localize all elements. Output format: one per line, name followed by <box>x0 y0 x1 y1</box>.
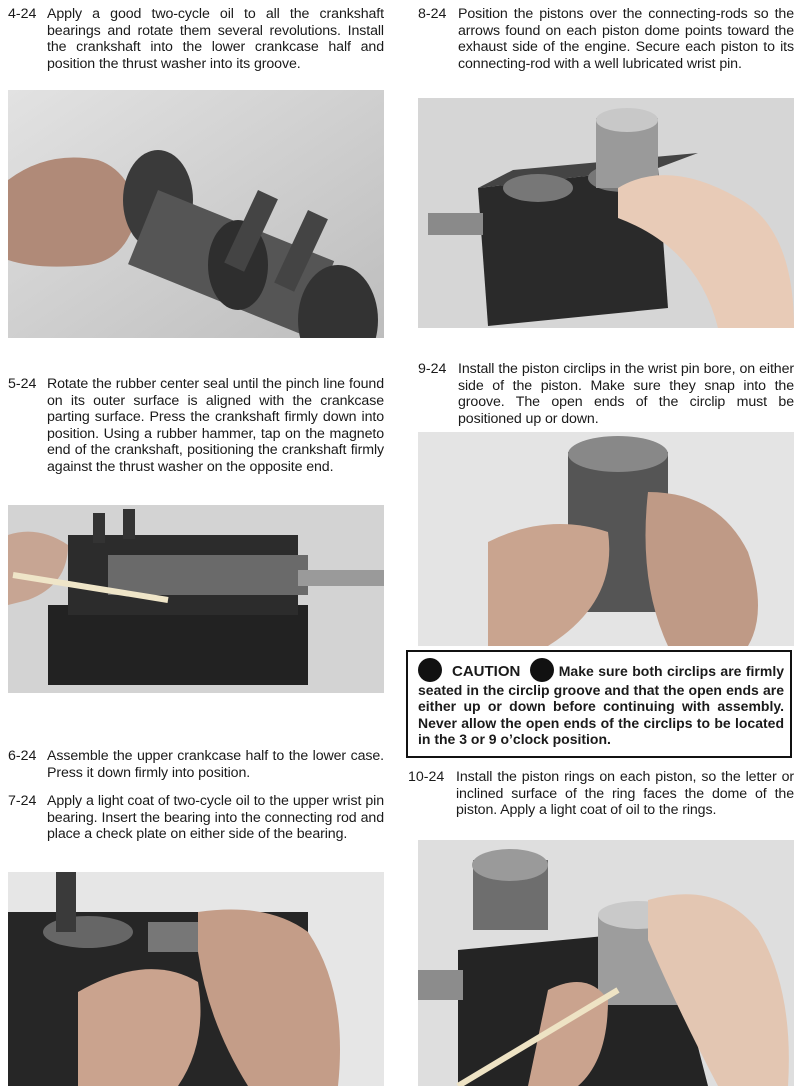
step-5-24 <box>8 376 384 475</box>
step-number: 10-24 <box>408 769 445 785</box>
step-number: 4-24 <box>8 6 37 22</box>
step-text: Apply a light coat of two-cycle oil to the upper wrist pin bearing. Insert the bearing into the connecting rod and place a check plate on either side of the bearing. <box>47 793 384 842</box>
step-number: 6-24 <box>8 748 37 764</box>
step-8-24 <box>418 6 794 72</box>
photo-crankshaft-install <box>8 90 384 338</box>
step-number: 9-24 <box>418 361 447 377</box>
caution-box <box>406 650 792 758</box>
step-number: 5-24 <box>8 376 37 392</box>
caution-label: CAUTION <box>452 663 521 680</box>
caution-text: Make sure both circlips are firmly seated in the circlip groove and that the open ends are either up or down before continuing with assembly. Never allow the open ends of the circlips to be located in the 3 or 9 o’clock position. <box>418 663 785 747</box>
step-text: Apply a good two-cycle oil to all the crankshaft bearings and rotate them several revolutions. Install the crankshaft into the lower crankcase half and position the thrust washer into its groove. <box>47 6 384 72</box>
photo-crankshaft-seated <box>8 505 384 693</box>
step-text: Install the piston circlips in the wrist pin bore, on either side of the piston. Make sure they snap into the groove. The open ends of the circlip must be positioned up or down. <box>458 361 794 427</box>
step-text: Assemble the upper crankcase half to the lower case. Press it down firmly into position. <box>47 748 384 781</box>
caution-bullet-icon <box>530 658 554 682</box>
caution-bullet-icon <box>418 658 442 682</box>
step-4-24 <box>8 6 384 72</box>
step-text: Rotate the rubber center seal until the pinch line found on its outer surface is aligned with the crankcase parting surface. Press the crankshaft firmly down into position. Using a rubber hammer, tap on the magneto end of the crankshaft, positioning the crankshaft firmly against the thrust washer on the opposite end. <box>47 376 384 475</box>
step-text: Install the piston rings on each piston, so the letter or inclined surface of the ring faces the dome of the piston. Apply a light coat of oil to the rings. <box>456 769 794 818</box>
step-10-24 <box>408 769 794 819</box>
photo-piston-rings <box>418 840 794 1086</box>
step-6-24 <box>8 748 384 781</box>
photo-wrist-pin-bearing <box>8 872 384 1086</box>
step-number: 7-24 <box>8 793 37 809</box>
step-7-24 <box>8 793 384 843</box>
step-9-24 <box>418 361 794 427</box>
step-text: Position the pistons over the connecting-rods so the arrows found on each piston dome points toward the exhaust side of the engine. Secure each piston to its connecting-rod with a well lubricated wrist pin. <box>458 6 794 72</box>
step-number: 8-24 <box>418 6 447 22</box>
photo-circlip-install <box>418 432 794 646</box>
photo-piston-placement <box>418 98 794 328</box>
